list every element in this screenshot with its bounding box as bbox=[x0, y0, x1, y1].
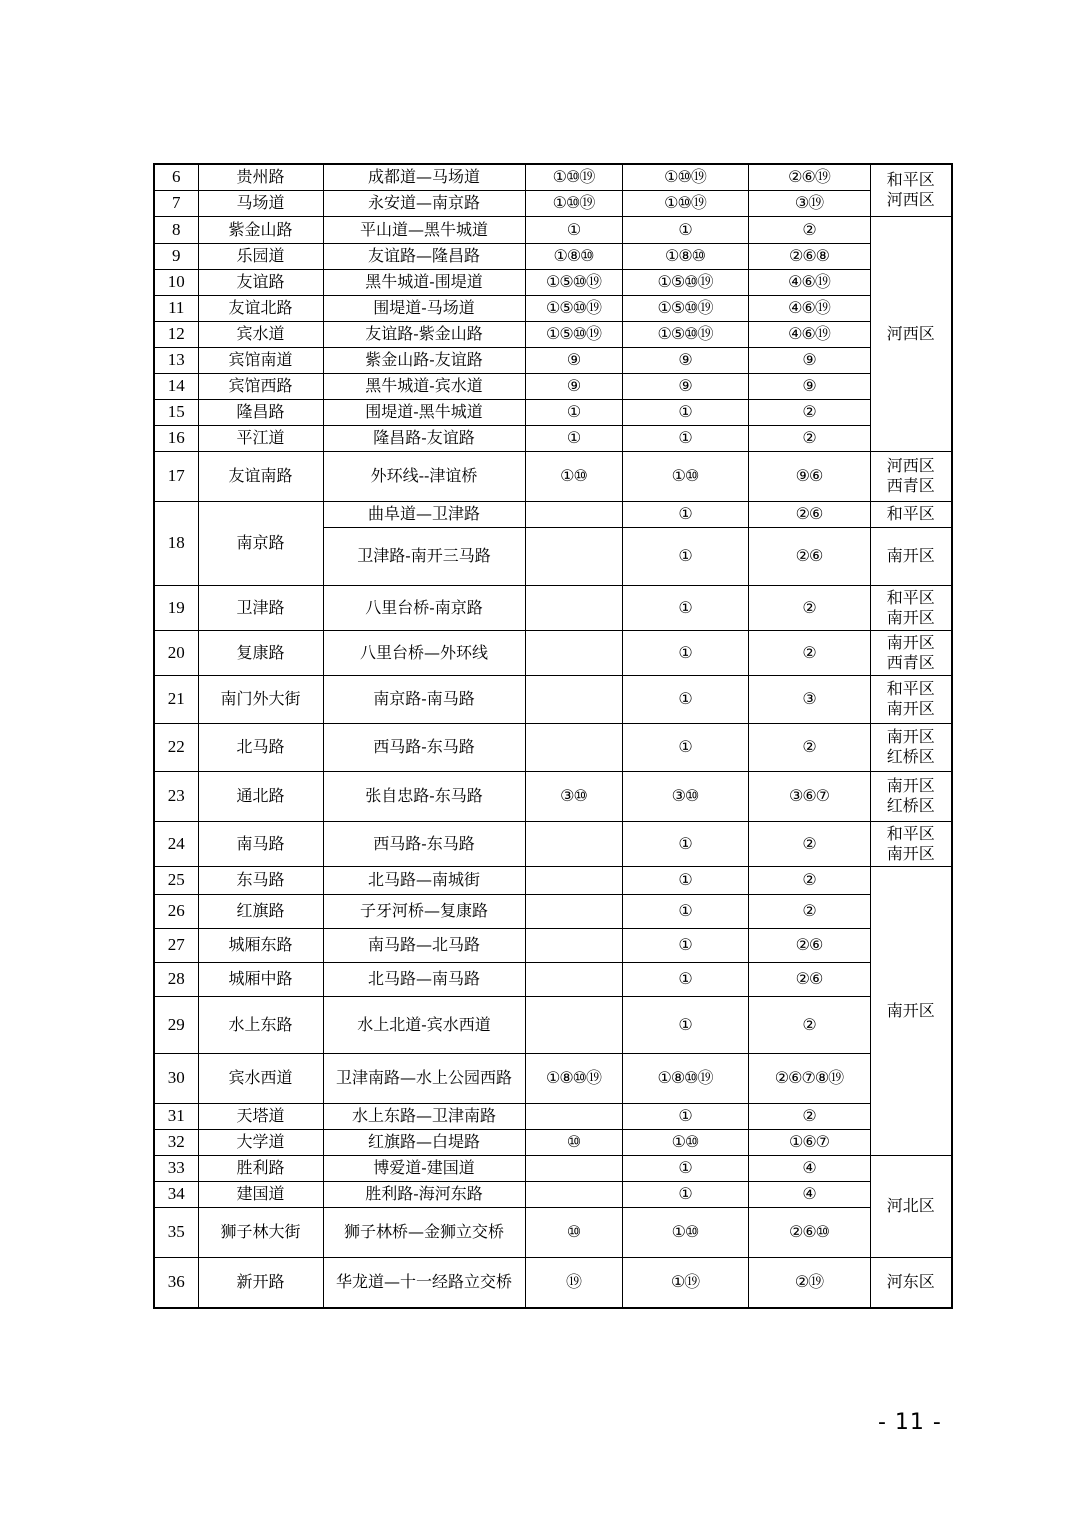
road-section: 曲阜道—卫津路 bbox=[323, 501, 525, 527]
road-name: 天塔道 bbox=[198, 1103, 323, 1129]
code-cell-1: ①⑤⑩⑲ bbox=[525, 295, 622, 321]
road-name: 隆昌路 bbox=[198, 399, 323, 425]
road-section: 友谊路-紫金山路 bbox=[323, 321, 525, 347]
road-section: 博爱道-建国道 bbox=[323, 1155, 525, 1181]
table-row bbox=[154, 585, 952, 630]
table-body bbox=[154, 164, 952, 1308]
road-name: 新开路 bbox=[198, 1257, 323, 1308]
row-number: 6 bbox=[154, 164, 198, 190]
code-cell-1 bbox=[525, 1103, 622, 1129]
road-section: 南马路—北马路 bbox=[323, 928, 525, 962]
road-name: 乐园道 bbox=[198, 243, 323, 269]
code-cell-2: ①⑤⑩⑲ bbox=[622, 321, 748, 347]
code-cell-2: ①⑩ bbox=[622, 451, 748, 501]
code-cell-2: ③⑩ bbox=[622, 771, 748, 821]
road-name: 友谊北路 bbox=[198, 295, 323, 321]
table-row bbox=[154, 1155, 952, 1181]
road-section: 狮子林桥—金狮立交桥 bbox=[323, 1207, 525, 1257]
code-cell-1: ⑲ bbox=[525, 1257, 622, 1308]
code-cell-2: ① bbox=[622, 399, 748, 425]
code-cell-1 bbox=[525, 723, 622, 771]
code-cell-1: ①⑩⑲ bbox=[525, 190, 622, 216]
road-section: 围堤道-黑牛城道 bbox=[323, 399, 525, 425]
row-number: 18 bbox=[154, 501, 198, 585]
code-cell-2: ⑨ bbox=[622, 347, 748, 373]
code-cell-1: ③⑩ bbox=[525, 771, 622, 821]
code-cell-3: ②⑥ bbox=[748, 501, 870, 527]
district: 南开区 bbox=[870, 866, 952, 1155]
code-cell-2: ① bbox=[622, 216, 748, 243]
code-cell-3: ④⑥⑲ bbox=[748, 321, 870, 347]
road-section: 西马路-东马路 bbox=[323, 723, 525, 771]
table-row bbox=[154, 501, 952, 527]
code-cell-3: ②⑥ bbox=[748, 962, 870, 996]
code-cell-3: ②⑥⑩ bbox=[748, 1207, 870, 1257]
road-name: 红旗路 bbox=[198, 894, 323, 928]
road-section: 隆昌路-友谊路 bbox=[323, 425, 525, 451]
code-cell-1: ①⑩ bbox=[525, 451, 622, 501]
road-name: 通北路 bbox=[198, 771, 323, 821]
code-cell-2: ① bbox=[622, 1181, 748, 1207]
row-number: 24 bbox=[154, 821, 198, 866]
table-row bbox=[154, 1129, 952, 1155]
row-number: 21 bbox=[154, 675, 198, 723]
district: 南开区 红桥区 bbox=[870, 723, 952, 771]
code-cell-3: ③⑥⑦ bbox=[748, 771, 870, 821]
row-number: 28 bbox=[154, 962, 198, 996]
road-table bbox=[153, 163, 953, 1309]
road-section: 八里台桥-南京路 bbox=[323, 585, 525, 630]
road-section: 黑牛城道-围堤道 bbox=[323, 269, 525, 295]
code-cell-3: ② bbox=[748, 996, 870, 1053]
code-cell-2: ① bbox=[622, 996, 748, 1053]
road-section: 红旗路—白堤路 bbox=[323, 1129, 525, 1155]
code-cell-2: ① bbox=[622, 821, 748, 866]
table-row bbox=[154, 1103, 952, 1129]
road-section: 张自忠路-东马路 bbox=[323, 771, 525, 821]
code-cell-2: ① bbox=[622, 928, 748, 962]
road-name: 北马路 bbox=[198, 723, 323, 771]
code-cell-2: ① bbox=[622, 962, 748, 996]
road-section: 平山道—黑牛城道 bbox=[323, 216, 525, 243]
code-cell-1: ① bbox=[525, 425, 622, 451]
code-cell-2: ① bbox=[622, 675, 748, 723]
code-cell-1 bbox=[525, 962, 622, 996]
code-cell-3: ④ bbox=[748, 1181, 870, 1207]
code-cell-2: ① bbox=[622, 866, 748, 894]
table-row bbox=[154, 373, 952, 399]
district: 和平区 南开区 bbox=[870, 821, 952, 866]
table-row bbox=[154, 321, 952, 347]
row-number: 27 bbox=[154, 928, 198, 962]
row-number: 17 bbox=[154, 451, 198, 501]
code-cell-2: ①⑤⑩⑲ bbox=[622, 269, 748, 295]
road-name: 友谊路 bbox=[198, 269, 323, 295]
page-number: - 11 - bbox=[878, 1410, 942, 1435]
road-section: 北马路—南马路 bbox=[323, 962, 525, 996]
code-cell-3: ④⑥⑲ bbox=[748, 269, 870, 295]
code-cell-1: ①⑧⑩⑲ bbox=[525, 1053, 622, 1103]
district: 和平区 bbox=[870, 501, 952, 527]
code-cell-2: ①⑤⑩⑲ bbox=[622, 295, 748, 321]
code-cell-2: ① bbox=[622, 630, 748, 675]
code-cell-3: ② bbox=[748, 425, 870, 451]
table-row bbox=[154, 1257, 952, 1308]
code-cell-1 bbox=[525, 527, 622, 585]
district: 南开区 红桥区 bbox=[870, 771, 952, 821]
row-number: 10 bbox=[154, 269, 198, 295]
code-cell-3: ①⑥⑦ bbox=[748, 1129, 870, 1155]
road-name: 城厢东路 bbox=[198, 928, 323, 962]
road-name: 平江道 bbox=[198, 425, 323, 451]
code-cell-3: ② bbox=[748, 399, 870, 425]
code-cell-1 bbox=[525, 894, 622, 928]
road-section: 西马路-东马路 bbox=[323, 821, 525, 866]
road-name: 卫津路 bbox=[198, 585, 323, 630]
row-number: 30 bbox=[154, 1053, 198, 1103]
code-cell-2: ①⑩⑲ bbox=[622, 190, 748, 216]
code-cell-1: ① bbox=[525, 399, 622, 425]
road-name: 贵州路 bbox=[198, 164, 323, 190]
code-cell-2: ①⑩⑲ bbox=[622, 164, 748, 190]
road-section: 八里台桥—外环线 bbox=[323, 630, 525, 675]
district: 河西区 bbox=[870, 216, 952, 451]
table-row bbox=[154, 164, 952, 190]
code-cell-1: ①⑤⑩⑲ bbox=[525, 269, 622, 295]
district: 和平区 南开区 bbox=[870, 675, 952, 723]
code-cell-1: ⑩ bbox=[525, 1129, 622, 1155]
code-cell-3: ⑨⑥ bbox=[748, 451, 870, 501]
code-cell-1 bbox=[525, 675, 622, 723]
code-cell-2: ① bbox=[622, 527, 748, 585]
table-row bbox=[154, 190, 952, 216]
row-number: 31 bbox=[154, 1103, 198, 1129]
road-name: 东马路 bbox=[198, 866, 323, 894]
row-number: 7 bbox=[154, 190, 198, 216]
code-cell-3: ② bbox=[748, 585, 870, 630]
row-number: 33 bbox=[154, 1155, 198, 1181]
road-section: 北马路—南城街 bbox=[323, 866, 525, 894]
road-name: 马场道 bbox=[198, 190, 323, 216]
code-cell-1: ⑩ bbox=[525, 1207, 622, 1257]
road-section: 外环线--津谊桥 bbox=[323, 451, 525, 501]
road-name: 南京路 bbox=[198, 501, 323, 585]
code-cell-1: ① bbox=[525, 216, 622, 243]
row-number: 16 bbox=[154, 425, 198, 451]
code-cell-1: ⑨ bbox=[525, 347, 622, 373]
row-number: 29 bbox=[154, 996, 198, 1053]
row-number: 34 bbox=[154, 1181, 198, 1207]
row-number: 9 bbox=[154, 243, 198, 269]
code-cell-3: ⑨ bbox=[748, 347, 870, 373]
table-row bbox=[154, 243, 952, 269]
table-row bbox=[154, 399, 952, 425]
code-cell-1 bbox=[525, 928, 622, 962]
road-section: 永安道—南京路 bbox=[323, 190, 525, 216]
code-cell-1 bbox=[525, 866, 622, 894]
code-cell-3: ② bbox=[748, 1103, 870, 1129]
row-number: 22 bbox=[154, 723, 198, 771]
code-cell-1: ⑨ bbox=[525, 373, 622, 399]
code-cell-3: ②⑥⑦⑧⑲ bbox=[748, 1053, 870, 1103]
code-cell-2: ① bbox=[622, 425, 748, 451]
row-number: 25 bbox=[154, 866, 198, 894]
table-row bbox=[154, 295, 952, 321]
code-cell-3: ② bbox=[748, 630, 870, 675]
district: 河西区 西青区 bbox=[870, 451, 952, 501]
code-cell-3: ② bbox=[748, 894, 870, 928]
table-row bbox=[154, 1207, 952, 1257]
code-cell-2: ①⑧⑩ bbox=[622, 243, 748, 269]
road-section: 水上东路—卫津南路 bbox=[323, 1103, 525, 1129]
road-section: 卫津南路—水上公园西路 bbox=[323, 1053, 525, 1103]
code-cell-3: ② bbox=[748, 866, 870, 894]
road-name: 紫金山路 bbox=[198, 216, 323, 243]
code-cell-3: ②⑥⑲ bbox=[748, 164, 870, 190]
code-cell-1 bbox=[525, 1181, 622, 1207]
code-cell-1 bbox=[525, 996, 622, 1053]
code-cell-3: ②⑥ bbox=[748, 928, 870, 962]
code-cell-3: ②⑥ bbox=[748, 527, 870, 585]
road-name: 友谊南路 bbox=[198, 451, 323, 501]
road-name: 建国道 bbox=[198, 1181, 323, 1207]
road-name: 南马路 bbox=[198, 821, 323, 866]
row-number: 12 bbox=[154, 321, 198, 347]
road-section: 子牙河桥—复康路 bbox=[323, 894, 525, 928]
code-cell-2: ①⑲ bbox=[622, 1257, 748, 1308]
road-section: 华龙道—十一经路立交桥 bbox=[323, 1257, 525, 1308]
table-row bbox=[154, 962, 952, 996]
code-cell-3: ②⑥⑧ bbox=[748, 243, 870, 269]
table-row bbox=[154, 347, 952, 373]
row-number: 13 bbox=[154, 347, 198, 373]
road-name: 南门外大街 bbox=[198, 675, 323, 723]
code-cell-3: ② bbox=[748, 723, 870, 771]
district: 南开区 西青区 bbox=[870, 630, 952, 675]
road-section: 南京路-南马路 bbox=[323, 675, 525, 723]
code-cell-2: ① bbox=[622, 1155, 748, 1181]
row-number: 20 bbox=[154, 630, 198, 675]
code-cell-3: ④ bbox=[748, 1155, 870, 1181]
row-number: 36 bbox=[154, 1257, 198, 1308]
row-number: 23 bbox=[154, 771, 198, 821]
code-cell-1: ①⑧⑩ bbox=[525, 243, 622, 269]
row-number: 32 bbox=[154, 1129, 198, 1155]
road-name: 胜利路 bbox=[198, 1155, 323, 1181]
table-row bbox=[154, 1053, 952, 1103]
row-number: 15 bbox=[154, 399, 198, 425]
road-section: 紫金山路-友谊路 bbox=[323, 347, 525, 373]
road-section: 卫津路-南开三马路 bbox=[323, 527, 525, 585]
code-cell-1 bbox=[525, 1155, 622, 1181]
code-cell-3: ② bbox=[748, 216, 870, 243]
table-row bbox=[154, 866, 952, 894]
code-cell-3: ③ bbox=[748, 675, 870, 723]
row-number: 11 bbox=[154, 295, 198, 321]
road-name: 宾馆南道 bbox=[198, 347, 323, 373]
table-row bbox=[154, 1181, 952, 1207]
table-row bbox=[154, 821, 952, 866]
code-cell-1 bbox=[525, 821, 622, 866]
code-cell-2: ⑨ bbox=[622, 373, 748, 399]
code-cell-3: ③⑲ bbox=[748, 190, 870, 216]
district: 河北区 bbox=[870, 1155, 952, 1257]
code-cell-3: ⑨ bbox=[748, 373, 870, 399]
row-number: 26 bbox=[154, 894, 198, 928]
road-name: 宾馆西路 bbox=[198, 373, 323, 399]
district: 和平区 河西区 bbox=[870, 164, 952, 216]
code-cell-2: ① bbox=[622, 894, 748, 928]
table-row bbox=[154, 425, 952, 451]
road-section: 成都道—马场道 bbox=[323, 164, 525, 190]
road-name: 宾水西道 bbox=[198, 1053, 323, 1103]
road-name: 水上东路 bbox=[198, 996, 323, 1053]
road-name: 宾水道 bbox=[198, 321, 323, 347]
code-cell-2: ① bbox=[622, 1103, 748, 1129]
table-row bbox=[154, 451, 952, 501]
code-cell-2: ①⑩ bbox=[622, 1129, 748, 1155]
row-number: 8 bbox=[154, 216, 198, 243]
code-cell-1 bbox=[525, 630, 622, 675]
road-section: 友谊路—隆昌路 bbox=[323, 243, 525, 269]
road-section: 胜利路-海河东路 bbox=[323, 1181, 525, 1207]
table-row bbox=[154, 675, 952, 723]
district: 和平区 南开区 bbox=[870, 585, 952, 630]
code-cell-2: ①⑩ bbox=[622, 1207, 748, 1257]
row-number: 14 bbox=[154, 373, 198, 399]
code-cell-3: ②⑲ bbox=[748, 1257, 870, 1308]
district: 南开区 bbox=[870, 527, 952, 585]
code-cell-2: ① bbox=[622, 501, 748, 527]
road-name: 狮子林大街 bbox=[198, 1207, 323, 1257]
table-row bbox=[154, 216, 952, 243]
district: 河东区 bbox=[870, 1257, 952, 1308]
road-name: 城厢中路 bbox=[198, 962, 323, 996]
table-row bbox=[154, 894, 952, 928]
code-cell-1: ①⑩⑲ bbox=[525, 164, 622, 190]
road-section: 黑牛城道-宾水道 bbox=[323, 373, 525, 399]
table-row bbox=[154, 771, 952, 821]
road-name: 复康路 bbox=[198, 630, 323, 675]
code-cell-1 bbox=[525, 501, 622, 527]
table-row bbox=[154, 630, 952, 675]
table-row bbox=[154, 723, 952, 771]
table-row bbox=[154, 269, 952, 295]
code-cell-1 bbox=[525, 585, 622, 630]
row-number: 35 bbox=[154, 1207, 198, 1257]
table-row bbox=[154, 996, 952, 1053]
code-cell-1: ①⑤⑩⑲ bbox=[525, 321, 622, 347]
code-cell-2: ① bbox=[622, 585, 748, 630]
road-name: 大学道 bbox=[198, 1129, 323, 1155]
code-cell-3: ④⑥⑲ bbox=[748, 295, 870, 321]
row-number: 19 bbox=[154, 585, 198, 630]
road-section: 水上北道-宾水西道 bbox=[323, 996, 525, 1053]
road-section: 围堤道-马场道 bbox=[323, 295, 525, 321]
code-cell-3: ② bbox=[748, 821, 870, 866]
code-cell-2: ① bbox=[622, 723, 748, 771]
table-row bbox=[154, 928, 952, 962]
code-cell-2: ①⑧⑩⑲ bbox=[622, 1053, 748, 1103]
